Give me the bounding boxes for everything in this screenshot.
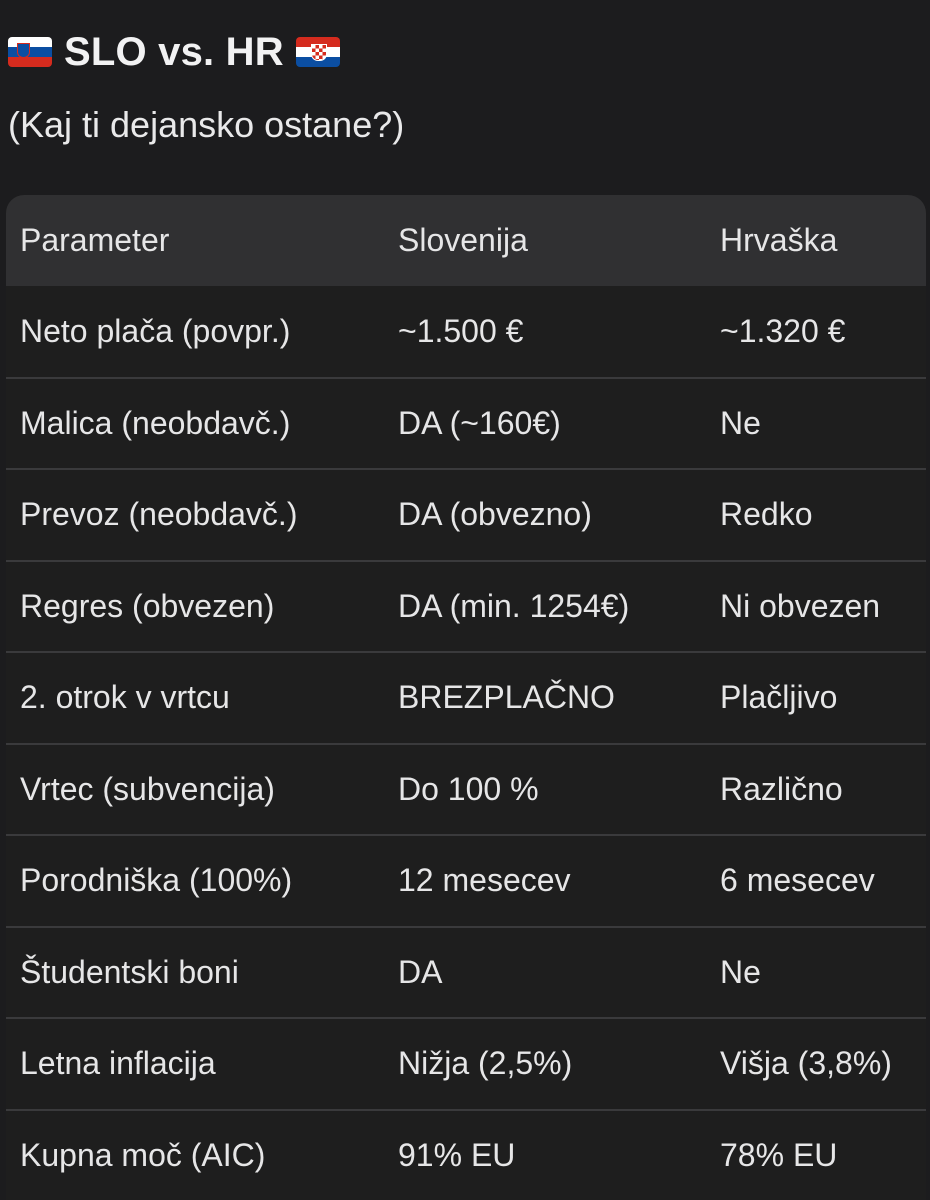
table-row (6, 927, 926, 1019)
table-row (6, 1018, 926, 1110)
table-row (6, 744, 926, 836)
page-subtitle: (Kaj ti dejansko ostane?) (8, 104, 405, 145)
table-row (6, 561, 926, 653)
table-row (6, 1110, 926, 1200)
cell-parameter: Vrtec (subvencija) (20, 770, 275, 807)
cell-parameter: Letna inflacija (20, 1045, 216, 1082)
cell-hrvaska: Ne (720, 404, 761, 441)
cell-parameter: Neto plača (povpr.) (20, 312, 291, 349)
header-hrvaska: Hrvaška (720, 222, 838, 258)
slovenia-flag-icon (8, 37, 52, 67)
table-header-row (6, 195, 926, 286)
cell-hrvaska: Različno (720, 770, 843, 807)
cell-parameter: Prevoz (neobdavč.) (20, 496, 298, 533)
table-row (6, 652, 926, 744)
cell-slovenija: BREZPLAČNO (398, 679, 615, 716)
cell-slovenija: DA (min. 1254€) (398, 587, 630, 624)
cell-hrvaska: Višja (3,8%) (720, 1045, 892, 1082)
table-row (6, 469, 926, 561)
table-row (6, 835, 926, 927)
cell-parameter: Regres (obvezen) (20, 587, 275, 624)
header-parameter: Parameter (20, 222, 170, 258)
cell-parameter: Porodniška (100%) (20, 862, 293, 899)
cell-parameter: Študentski boni (20, 953, 239, 990)
cell-parameter: Kupna moč (AIC) (20, 1137, 266, 1174)
cell-hrvaska: Ni obvezen (720, 587, 881, 624)
cell-hrvaska: 6 mesecev (720, 862, 875, 899)
cell-hrvaska: ~1.320 € (720, 312, 846, 349)
table-row (6, 286, 926, 378)
cell-hrvaska: Redko (720, 496, 813, 533)
croatia-flag-icon (296, 37, 340, 67)
cell-slovenija: DA (obvezno) (398, 496, 592, 533)
cell-parameter: Malica (neobdavč.) (20, 404, 291, 441)
cell-slovenija: 12 mesecev (398, 862, 571, 899)
cell-hrvaska: Plačljivo (720, 679, 838, 716)
cell-slovenija: DA (398, 953, 443, 990)
cell-slovenija: 91% EU (398, 1137, 516, 1174)
cell-slovenija: Do 100 % (398, 770, 539, 807)
cell-hrvaska: Ne (720, 953, 761, 990)
cell-parameter: 2. otrok v vrtcu (20, 679, 230, 716)
title-row (8, 24, 340, 80)
page-title: SLO vs. HR (64, 29, 284, 74)
cell-slovenija: Nižja (2,5%) (398, 1045, 573, 1082)
cell-hrvaska: 78% EU (720, 1137, 838, 1174)
cell-slovenija: ~1.500 € (398, 312, 524, 349)
cell-slovenija: DA (~160€) (398, 404, 561, 441)
table-row (6, 378, 926, 470)
header-slovenija: Slovenija (398, 222, 528, 258)
comparison-table (6, 195, 926, 1200)
